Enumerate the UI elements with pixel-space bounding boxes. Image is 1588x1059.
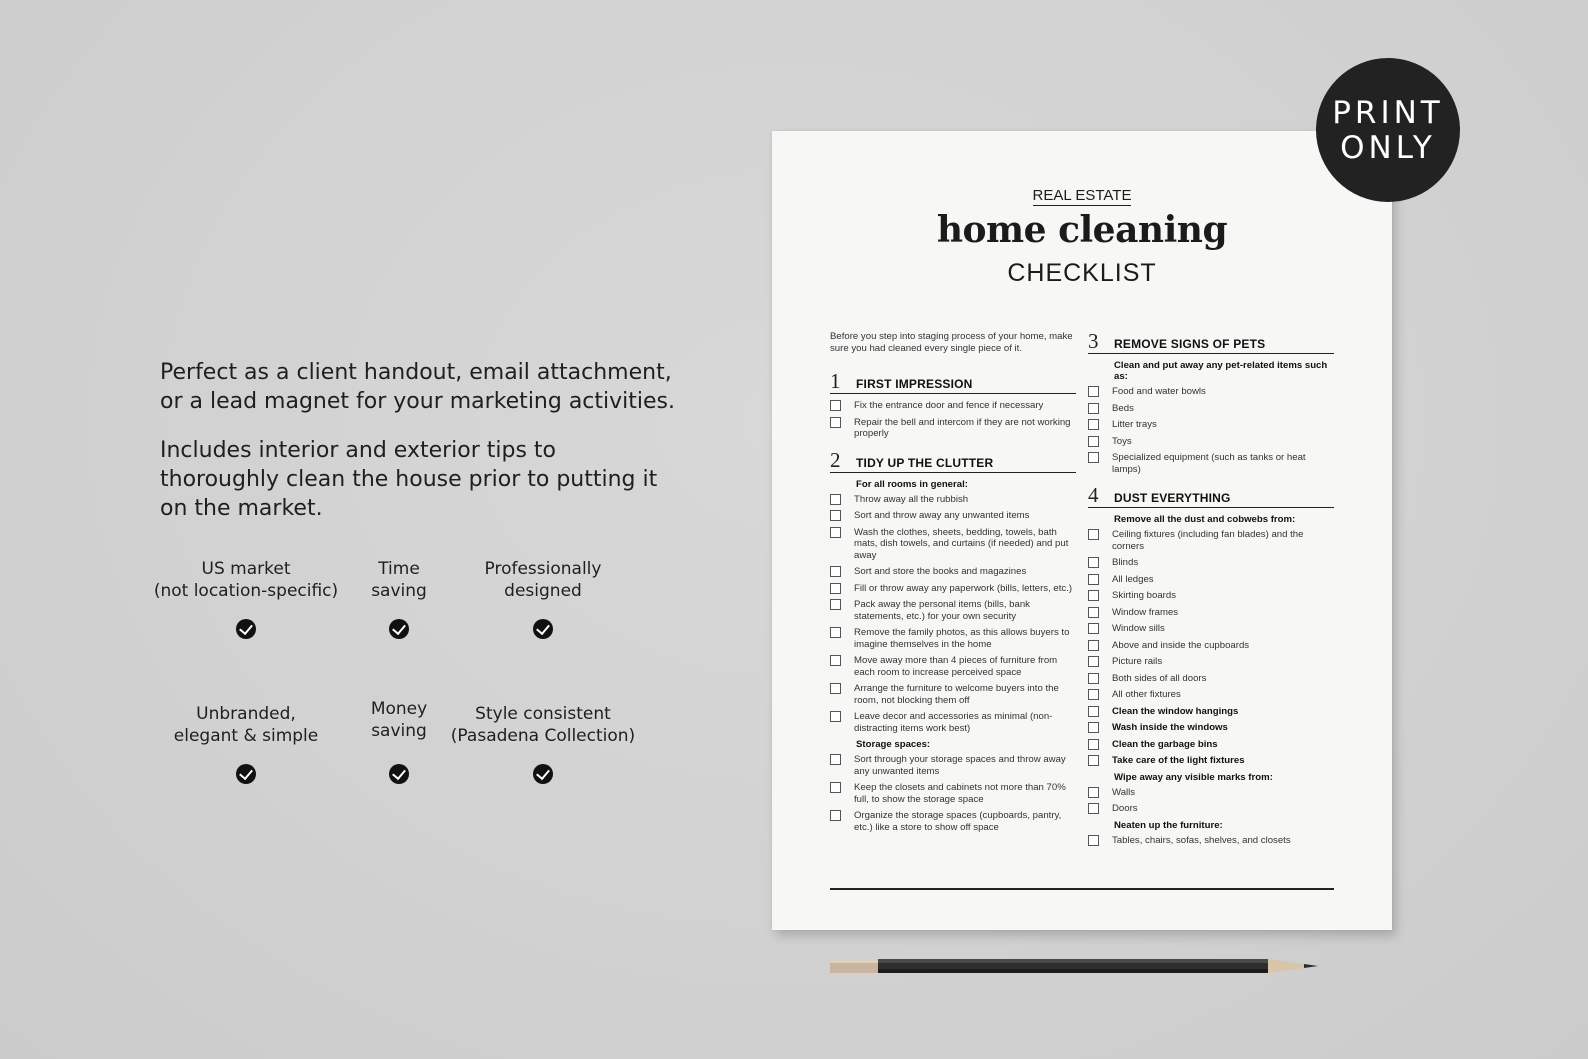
checklist-item-text: Doors: [1112, 803, 1138, 814]
checklist-item-text: Wash the clothes, sheets, bedding, towels, bath mats, dish towels, and curtains (if needed) and put away: [854, 526, 1069, 561]
checklist-item: [1088, 722, 1334, 734]
checklist-item: [830, 599, 1076, 622]
section-title: TIDY UP THE CLUTTER: [856, 455, 994, 470]
checkbox-icon: [830, 510, 841, 521]
checkbox-icon: [1088, 722, 1099, 733]
section-header: [830, 371, 1076, 394]
checklist-item-text: Repair the bell and intercom if they are not working properly: [854, 416, 1071, 439]
section-header: [1088, 485, 1334, 508]
checklist-item-text: Food and water bowls: [1112, 386, 1206, 397]
checklist-item-text: Above and inside the cupboards: [1112, 639, 1250, 651]
checklist-items: [1088, 835, 1334, 847]
checklist-item: [1088, 590, 1334, 602]
checklist-items-bold: [1088, 706, 1334, 767]
checkbox-icon: [1088, 557, 1099, 568]
checklist-item-text: Take care of the light fixtures: [1112, 755, 1245, 766]
checklist-item-text: Blinds: [1112, 557, 1139, 568]
checklist-item-text: Keep the closets and cabinets not more than 70% full, to show the storage space: [854, 782, 1066, 805]
checklist-item: [830, 400, 1076, 412]
checklist-item: [830, 527, 1076, 562]
checklist-item: [1088, 452, 1334, 475]
checkbox-icon: [1088, 419, 1099, 430]
checklist-item-text: Wash inside the windows: [1112, 722, 1228, 733]
checklist-item-text: Both sides of all doors: [1112, 672, 1207, 684]
checklist-item-text: Sort and store the books and magazines: [854, 566, 1027, 577]
checklist-item: [830, 782, 1076, 805]
checkbox-icon: [1088, 574, 1099, 585]
checkbox-icon: [1088, 803, 1099, 814]
checkbox-icon: [1088, 706, 1099, 717]
checklist-item: [1088, 557, 1334, 569]
feature-style-consistent: [433, 703, 653, 784]
checklist-item-text: All ledges: [1112, 573, 1154, 585]
section-number: 3: [1088, 329, 1099, 353]
checklist-item: [830, 655, 1076, 678]
check-circle-icon: [533, 764, 553, 784]
checklist-item-text: Window frames: [1112, 606, 1179, 618]
feature-label: Professionally designed: [484, 559, 602, 601]
checklist-items: [830, 494, 1076, 735]
checklist-item: [1088, 673, 1334, 685]
checklist-item: [830, 711, 1076, 734]
checklist-item-text: Clean the garbage bins: [1112, 738, 1218, 750]
checkbox-icon: [1088, 673, 1099, 684]
right-column: [1088, 331, 1334, 856]
subheading: Storage spaces:: [856, 739, 931, 750]
checkbox-icon: [830, 810, 841, 821]
doc-title: home cleaning: [936, 209, 1228, 251]
checklist-item-text: Remove the family photos, as this allows buyers to imagine themselves in the home: [854, 627, 1070, 650]
checkbox-icon: [830, 711, 841, 722]
feature-label: Style consistent (Pasadena Collection): [450, 704, 636, 746]
checklist-item-text: All other fixtures: [1112, 689, 1181, 700]
doc-subtitle: CHECKLIST: [1007, 259, 1157, 287]
checklist-item-text: Leave decor and accessories as minimal (non-distracting items work best): [854, 711, 1053, 734]
checklist-item-text: Move away more than 4 pieces of furniture from each room to increase perceived space: [854, 655, 1058, 678]
section-remove-pets: [1088, 331, 1334, 475]
subheading: Clean and put away any pet-related items such as:: [1114, 360, 1328, 382]
section-header: [1088, 331, 1334, 354]
checkbox-icon: [1088, 656, 1099, 667]
checklist-item: [1088, 706, 1334, 718]
checkbox-icon: [830, 754, 841, 765]
bottom-rule: [830, 888, 1334, 890]
badge-line-1: PRINT: [1332, 95, 1444, 131]
checklist-item: [1088, 386, 1334, 398]
doc-intro-note: Before you step into staging process of your home, make sure you had cleaned every single piece of it.: [830, 331, 1073, 354]
checkbox-icon: [830, 417, 841, 428]
checkbox-icon: [830, 599, 841, 610]
feature-professionally-designed: [433, 558, 653, 639]
checklist-item: [830, 754, 1076, 777]
checkbox-icon: [830, 782, 841, 793]
checklist-item: [830, 510, 1076, 522]
checklist-item-text: Toys: [1112, 435, 1132, 447]
checklist-item-text: Sort and throw away any unwanted items: [854, 510, 1030, 521]
checklist-item: [830, 683, 1076, 706]
checklist-item: [1088, 787, 1334, 799]
checklist-item: [1088, 607, 1334, 619]
check-circle-icon: [533, 619, 553, 639]
checklist-item: [1088, 436, 1334, 448]
checklist-item-text: Fix the entrance door and fence if necessary: [854, 400, 1044, 411]
doc-eyebrow: REAL ESTATE: [1032, 187, 1132, 204]
checklist-item: [830, 417, 1076, 440]
subheading: Wipe away any visible marks from:: [1114, 771, 1273, 783]
checklist-item: [1088, 689, 1334, 701]
checkbox-icon: [1088, 689, 1099, 700]
checkbox-icon: [830, 627, 841, 638]
checklist-item-text: Walls: [1112, 786, 1136, 798]
checklist-item: [830, 494, 1076, 506]
checkbox-icon: [1088, 403, 1099, 414]
checklist-item: [830, 566, 1076, 578]
checklist-item-text: Fill or throw away any paperwork (bills, letters, etc.): [854, 582, 1073, 594]
subheading: Neaten up the furniture:: [1114, 819, 1223, 831]
checklist-item: [1088, 529, 1334, 552]
feature-label: Money saving: [370, 699, 428, 741]
checkbox-icon: [1088, 739, 1099, 750]
check-circle-icon: [389, 619, 409, 639]
check-circle-icon: [236, 764, 256, 784]
checkbox-icon: [1088, 386, 1099, 397]
checkbox-icon: [830, 566, 841, 577]
section-number: 2: [830, 447, 841, 472]
subheading: For all rooms in general:: [856, 478, 968, 490]
checklist-item: [830, 810, 1076, 833]
checkbox-icon: [1088, 452, 1099, 463]
checklist-items: [1088, 529, 1334, 701]
checklist-item: [1088, 403, 1334, 415]
checklist-item: [830, 583, 1076, 595]
section-title: FIRST IMPRESSION: [856, 377, 973, 391]
print-only-badge: [1316, 58, 1460, 202]
pencil-icon: [830, 955, 1330, 977]
checklist-item: [1088, 656, 1334, 668]
checklist-item-text: Arrange the furniture to welcome buyers into the room, not blocking them off: [854, 683, 1059, 706]
checklist-item-text: Sort through your storage spaces and throw away any unwanted items: [854, 754, 1066, 777]
checkbox-icon: [1088, 529, 1099, 540]
checklist-item-text: Litter trays: [1112, 419, 1157, 430]
subheading: Remove all the dust and cobwebs from:: [1114, 514, 1296, 525]
section-dust-everything: [1088, 485, 1334, 846]
checklist-item: [830, 627, 1076, 650]
checklist-item-text: Clean the window hangings: [1112, 705, 1239, 717]
section-first-impression: [830, 371, 1076, 440]
checkbox-icon: [1088, 835, 1099, 846]
checklist-item-text: Window sills: [1112, 623, 1165, 634]
checkbox-icon: [830, 683, 841, 694]
checkbox-icon: [830, 583, 841, 594]
section-header: [830, 447, 1076, 473]
intro-paragraph-1: Perfect as a client handout, email attachment, or a lead magnet for your marketing activities.: [160, 360, 676, 414]
checklist-items: [1088, 386, 1334, 475]
checkbox-icon: [830, 527, 841, 538]
checklist-item-text: Beds: [1112, 402, 1134, 414]
checkbox-icon: [830, 400, 841, 411]
checklist-item-text: Ceiling fixtures (including fan blades) and the corners: [1112, 529, 1304, 552]
section-title: REMOVE SIGNS OF PETS: [1114, 337, 1266, 351]
checklist-document: [772, 131, 1392, 930]
checklist-item-text: Organize the storage spaces (cupboards, pantry, etc.) like a store to show off space: [854, 810, 1062, 833]
section-number: 1: [830, 369, 841, 393]
checklist-items: [830, 754, 1076, 833]
left-column: [830, 331, 1076, 843]
feature-label: Time saving: [371, 559, 427, 601]
checkbox-icon: [1088, 607, 1099, 618]
checkbox-icon: [1088, 436, 1099, 447]
checklist-item-text: Skirting boards: [1112, 590, 1176, 601]
checkbox-icon: [1088, 590, 1099, 601]
intro-text: [160, 358, 680, 543]
checklist-item-text: Throw away all the rubbish: [854, 493, 969, 505]
checkbox-icon: [1088, 787, 1099, 798]
checklist-item-text: Pack away the personal items (bills, bank statements, etc.) for your own security: [854, 599, 1030, 622]
checklist-item: [1088, 623, 1334, 635]
checklist-item: [1088, 640, 1334, 652]
feature-label: Unbranded, elegant & simple: [173, 704, 319, 746]
checklist-item: [1088, 755, 1334, 767]
section-title: DUST EVERYTHING: [1114, 491, 1231, 505]
checklist-item-text: Specialized equipment (such as tanks or heat lamps): [1112, 452, 1306, 475]
section-tidy-up: [830, 447, 1076, 834]
checkbox-icon: [830, 494, 841, 505]
checklist-item: [1088, 419, 1334, 431]
checkbox-icon: [830, 655, 841, 666]
checkbox-icon: [1088, 623, 1099, 634]
checklist-item: [1088, 574, 1334, 586]
badge-line-2: ONLY: [1340, 130, 1436, 166]
check-circle-icon: [236, 619, 256, 639]
checklist-item: [1088, 739, 1334, 751]
intro-paragraph-2: Includes interior and exterior tips to thoroughly clean the house prior to putting it on the market.: [160, 438, 658, 521]
feature-label: US market (not location-specific): [153, 559, 339, 601]
checklist-item: [1088, 803, 1334, 815]
check-circle-icon: [389, 764, 409, 784]
checklist-item-text: Tables, chairs, sofas, shelves, and closets: [1112, 834, 1291, 846]
checkbox-icon: [1088, 640, 1099, 651]
checklist-items: [830, 400, 1076, 440]
checklist-item: [1088, 835, 1334, 847]
checklist-items: [1088, 787, 1334, 815]
checkbox-icon: [1088, 755, 1099, 766]
checklist-item-text: Picture rails: [1112, 656, 1163, 667]
section-number: 4: [1088, 483, 1099, 507]
